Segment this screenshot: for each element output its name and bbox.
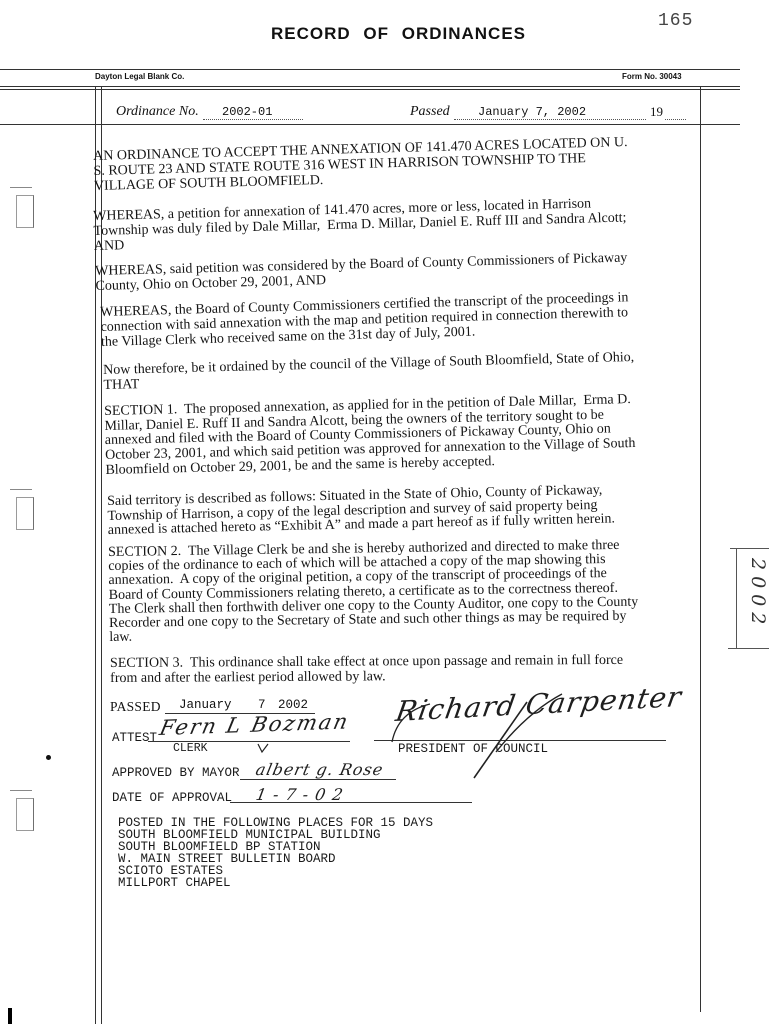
passed-line-label: PASSED <box>110 699 161 714</box>
posting-place: W. MAIN STREET BULLETIN BOARD <box>118 852 336 867</box>
clerk-signature: Fern L Bozman <box>157 709 352 740</box>
section-2-paragraph: SECTION 2. The Village Clerk be and she is hereby authorized and directed to make three copies of the ordinance to each of which will be attached a copy of the map showing this annexation. A copy of the original petition, a copy of the transcript of proceedings of the Board of County Commissioners relating thereto, a certificate as to the correctness thereof. The Clerk shall then forthwith deliver one copy to the County Auditor, one copy to the County Recorder and one copy to the Secretary of State and such other things as may be required by law. <box>107 537 639 646</box>
margin-dot <box>46 755 51 760</box>
whereas-certified-paragraph: WHEREAS, the Board of County Commissioners certified the transcript of the proceedings in connection with said annexation with the map and petition required in connection therewith to the Village Clerk who received same on the 31st day of July, 2001. <box>100 290 629 350</box>
binding-mark-dash <box>10 187 32 188</box>
margin-handwritten-note: 2002 <box>747 558 769 631</box>
section-1-paragraph: SECTION 1. The proposed annexation, as applied for in the petition of Dale Millar, Erma D. Millar, Daniel E. Ruff II and Sandra Alcott, being the owners of the territory sought to be annexed and filed with the Board of County Commissioners of Pickaway County, Ohio on October 23, 2001, and which said petition was approved for annexation to the Village of South Bloomfield on October 29, 2001, be and the same is hereby accepted. <box>103 392 636 478</box>
passed-day: 7 <box>258 698 266 712</box>
binding-hole-mark <box>16 798 34 831</box>
page-number: 165 <box>658 11 694 31</box>
territory-paragraph: Said territory is described as follows: Situated in the State of Ohio, County of Pickaway, Township of Harrison, a copy of the legal description and survey of said property being annexed is attached hereto as “Exhibit A” and made a part hereof as if fully written herein. <box>106 482 616 538</box>
president-of-council-label: PRESIDENT OF COUNCIL <box>398 742 549 756</box>
passed-month: January <box>179 698 232 712</box>
president-signature-stroke-3 <box>392 704 430 742</box>
binding-hole-mark <box>16 195 34 228</box>
whereas-petition-paragraph: WHEREAS, a petition for annexation of 141.470 acres, more or less, located in Harrison Township was duly filed by Dale Millar, Erma D. Millar, Daniel E. Ruff III and Sandra Alcott; AND <box>93 196 627 254</box>
clerk-label: CLERK <box>173 742 208 755</box>
form-number: Form No. 30043 <box>622 72 682 81</box>
posting-place: SOUTH BLOOMFIELD BP STATION <box>118 840 321 855</box>
right-margin-mark-bottom <box>728 648 769 649</box>
section-3-paragraph: SECTION 3. This ordinance shall take effect at once upon passage and remain in full force from and after the earliest period allowed by law. <box>109 652 624 686</box>
clerk-signature-tick <box>258 744 268 752</box>
posting-list <box>118 817 433 890</box>
ordained-paragraph: Now therefore, be it ordained by the council of the Village of South Bloomfield, State of Ohio, THAT <box>103 350 635 393</box>
mayor-approval-label: APPROVED BY MAYOR <box>112 766 240 780</box>
scan-edge-mark <box>8 1008 12 1024</box>
approval-date-handwritten: 1-7-02 <box>254 785 352 804</box>
publisher-name: Dayton Legal Blank Co. <box>95 72 185 81</box>
right-margin-mark-top <box>730 548 769 549</box>
posting-place: SOUTH BLOOMFIELD MUNICIPAL BUILDING <box>118 828 381 843</box>
posting-heading: POSTED IN THE FOLLOWING PLACES FOR 15 DAYS <box>118 816 434 830</box>
passed-date-value: January 7, 2002 <box>478 105 587 119</box>
ordinance-number-value: 2002-01 <box>222 105 273 119</box>
whereas-considered-paragraph: WHEREAS, said petition was considered by the Board of County Commissioners of Pickaway County, Ohio on October 29, 2001, AND <box>95 250 628 294</box>
passed-label: Passed <box>410 104 450 119</box>
year-prefix: 19 <box>650 104 663 119</box>
binding-mark-dash <box>10 790 32 791</box>
right-margin-mark-vertical <box>736 548 737 648</box>
binding-hole-mark <box>16 497 34 530</box>
president-signature-stroke-1 <box>474 702 527 778</box>
ordinance-title: AN ORDINANCE TO ACCEPT THE ANNEXATION OF 141.470 ACRES LOCATED ON U. S. ROUTE 23 AND STATE ROUTE 316 WEST IN HARRISON TOWNSHIP TO THE VILLAGE OF SOUTH BLOOMFIELD. <box>93 135 628 194</box>
mayor-signature: albert g. Rose <box>254 760 386 779</box>
president-signature: Richard Carpenter <box>393 680 685 728</box>
posting-place: SCIOTO ESTATES <box>118 864 224 879</box>
binding-mark-dash <box>10 489 32 490</box>
posting-place: MILLPORT CHAPEL <box>118 876 231 891</box>
approval-date-label: DATE OF APPROVAL <box>112 791 233 805</box>
page-title: RECORD OF ORDINANCES <box>271 24 527 43</box>
attest-label: ATTEST <box>112 731 158 745</box>
ordinance-number-label: Ordinance No. <box>116 104 199 119</box>
passed-year: 2002 <box>278 698 309 712</box>
president-signature-stroke-2 <box>496 694 562 752</box>
